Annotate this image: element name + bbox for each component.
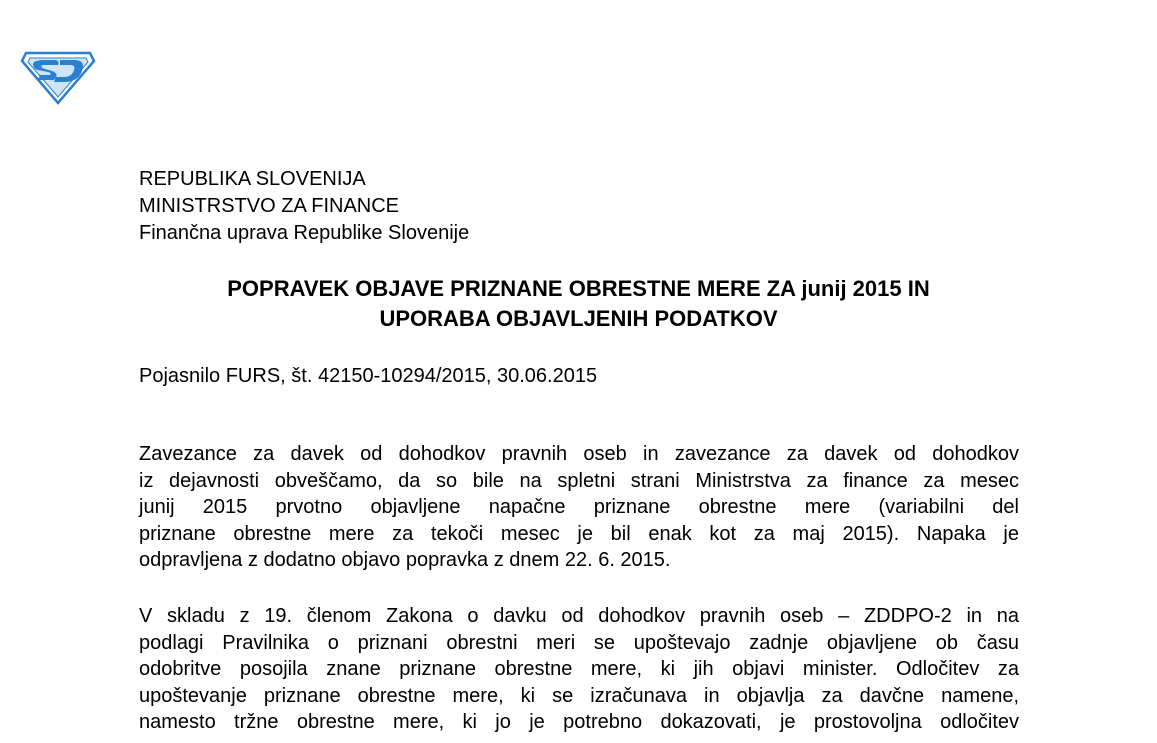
title-line-2: UPORABA OBJAVLJENIH PODATKOV (379, 306, 778, 331)
paragraph-line: odobritve posojila znane priznane obrestne mere, ki jih objavi minister. Odločitev za (139, 658, 1019, 680)
paragraph-line: iz dejavnosti obveščamo, da so bile na spletni strani Ministrstva za finance za mesec (139, 469, 1019, 492)
header-country: REPUBLIKA SLOVENIJA (139, 168, 366, 190)
paragraph-line: upoštevanje priznane obrestne mere, ki se izračunava in objavlja za davčne namene, (139, 684, 1019, 707)
header-ministry: MINISTRSTVO ZA FINANCE (139, 195, 400, 217)
paragraph-line: junij 2015 prvotno objavljene napačne priznane obrestne mere (variabilni del (139, 496, 1019, 518)
paragraph-line: Zavezance za davek od dohodkov pravnih oseb in zavezance za davek od dohodkov (139, 443, 1019, 465)
paragraph-line: priznane obrestne mere za tekoči mesec je bil enak kot za maj 2015). Napaka je (139, 522, 1019, 545)
sd-logo-icon (20, 47, 96, 105)
paragraph-line: odpravljena z dodatno objavo popravka z dnem 22. 6. 2015. (139, 549, 671, 571)
paragraph-line: podlagi Pravilnika o priznani obrestni meri se upoštevajo zadnje objavljene ob času (139, 631, 1019, 654)
paragraph-line: V skladu z 19. členom Zakona o davku od dohodkov pravnih oseb – ZDDPO-2 in na (139, 605, 1019, 627)
title-line-1: POPRAVEK OBJAVE PRIZNANE OBRESTNE MERE ZA junij 2015 IN (227, 276, 930, 301)
header-administration: Finančna uprava Republike Slovenije (139, 222, 470, 244)
body-paragraph-2 (139, 603, 1019, 736)
document-title (100, 274, 1057, 334)
reference-line: Pojasnilo FURS, št. 42150-10294/2015, 30.06.2015 (139, 365, 598, 387)
paragraph-line: namesto tržne obrestne mere, ki jo je potrebno dokazovati, je prostovoljna odločitev (139, 711, 1019, 733)
body-paragraph-1 (139, 441, 1019, 574)
issuer-header (139, 166, 469, 247)
